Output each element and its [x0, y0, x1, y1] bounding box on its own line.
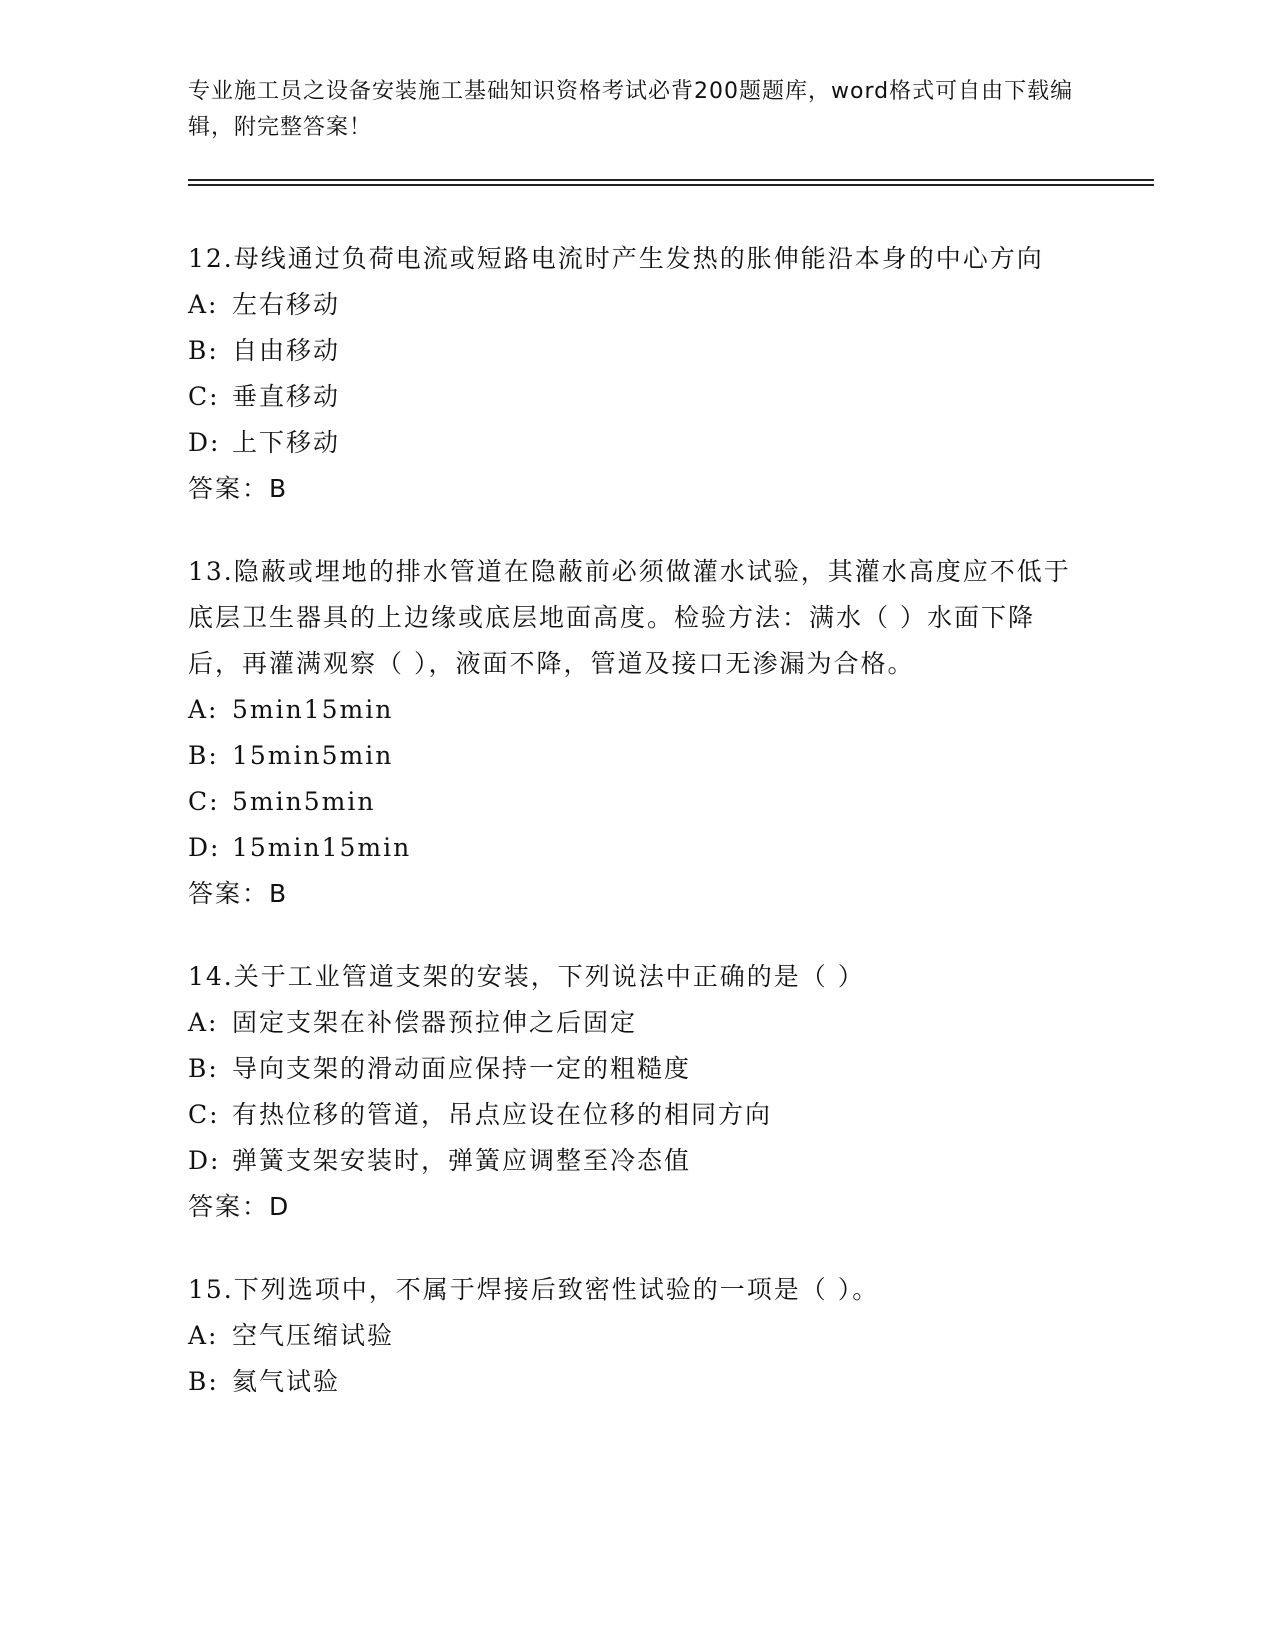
- question-list: [188, 236, 1088, 1442]
- question-14: [188, 954, 1088, 1230]
- option-d: [188, 1138, 1088, 1184]
- option-b: [188, 1046, 1088, 1092]
- option-letter: A:: [188, 290, 219, 319]
- option-a: [188, 282, 1088, 328]
- option-letter: D:: [188, 833, 221, 862]
- answer-line: 答案：B: [188, 879, 289, 908]
- question-13: [188, 549, 1088, 917]
- option-letter: B:: [188, 1367, 219, 1396]
- option-b: [188, 328, 1088, 374]
- header-divider-top: [188, 179, 1154, 181]
- option-text: 上下移动: [232, 428, 341, 457]
- option-text: 有热位移的管道，吊点应设在位移的相同方向: [232, 1100, 773, 1129]
- option-d: [188, 825, 1088, 871]
- option-c: [188, 1092, 1088, 1138]
- document-intro: 专业施工员之设备安装施工基础知识资格考试必背200题题库，word格式可自由下载编辑，附完整答案！: [188, 79, 1074, 140]
- option-letter: C:: [188, 382, 220, 411]
- question-15: [188, 1267, 1088, 1405]
- option-a: [188, 1000, 1088, 1046]
- option-c: [188, 779, 1088, 825]
- option-text: 5min5min: [232, 787, 376, 816]
- option-text: 导向支架的滑动面应保持一定的粗糙度: [232, 1054, 692, 1083]
- option-text: 固定支架在补偿器预拉伸之后固定: [232, 1008, 638, 1037]
- option-text: 15min15min: [232, 833, 412, 862]
- question-12: [188, 236, 1088, 512]
- option-d: [188, 420, 1088, 466]
- header-divider-bottom: [188, 184, 1154, 186]
- option-letter: A:: [188, 695, 219, 724]
- option-a: [188, 1313, 1088, 1359]
- answer-line: 答案：B: [188, 474, 289, 503]
- option-text: 垂直移动: [232, 382, 341, 411]
- option-b: [188, 733, 1088, 779]
- option-letter: B:: [188, 336, 219, 365]
- option-c: [188, 374, 1088, 420]
- option-letter: D:: [188, 1146, 221, 1175]
- option-text: 自由移动: [232, 336, 341, 365]
- question-stem: 14.关于工业管道支架的安装，下列说法中正确的是（ ）: [188, 962, 865, 991]
- question-stem: 15.下列选项中，不属于焊接后致密性试验的一项是（ ）。: [188, 1275, 880, 1304]
- option-letter: A:: [188, 1321, 219, 1350]
- question-stem: 13.隐蔽或埋地的排水管道在隐蔽前必须做灌水试验，其灌水高度应不低于底层卫生器具的上边缘或底层地面高度。检验方法：满水（ ）水面下降后，再灌满观察（ ），液面不降，管道及接口无渗漏为合格。: [188, 557, 1071, 678]
- option-a: [188, 687, 1088, 733]
- option-letter: A:: [188, 1008, 219, 1037]
- option-b: [188, 1359, 1088, 1405]
- option-letter: B:: [188, 741, 219, 770]
- option-text: 左右移动: [232, 290, 341, 319]
- option-letter: D:: [188, 428, 221, 457]
- option-text: 空气压缩试验: [232, 1321, 395, 1350]
- option-text: 15min5min: [232, 741, 394, 770]
- option-letter: B:: [188, 1054, 219, 1083]
- answer-line: 答案：D: [188, 1192, 291, 1221]
- option-letter: C:: [188, 1100, 220, 1129]
- option-text: 氦气试验: [232, 1367, 341, 1396]
- question-stem: 12.母线通过负荷电流或短路电流时产生发热的胀伸能沿本身的中心方向: [188, 244, 1044, 273]
- option-text: 弹簧支架安装时，弹簧应调整至冷态值: [232, 1146, 692, 1175]
- option-letter: C:: [188, 787, 220, 816]
- option-text: 5min15min: [232, 695, 394, 724]
